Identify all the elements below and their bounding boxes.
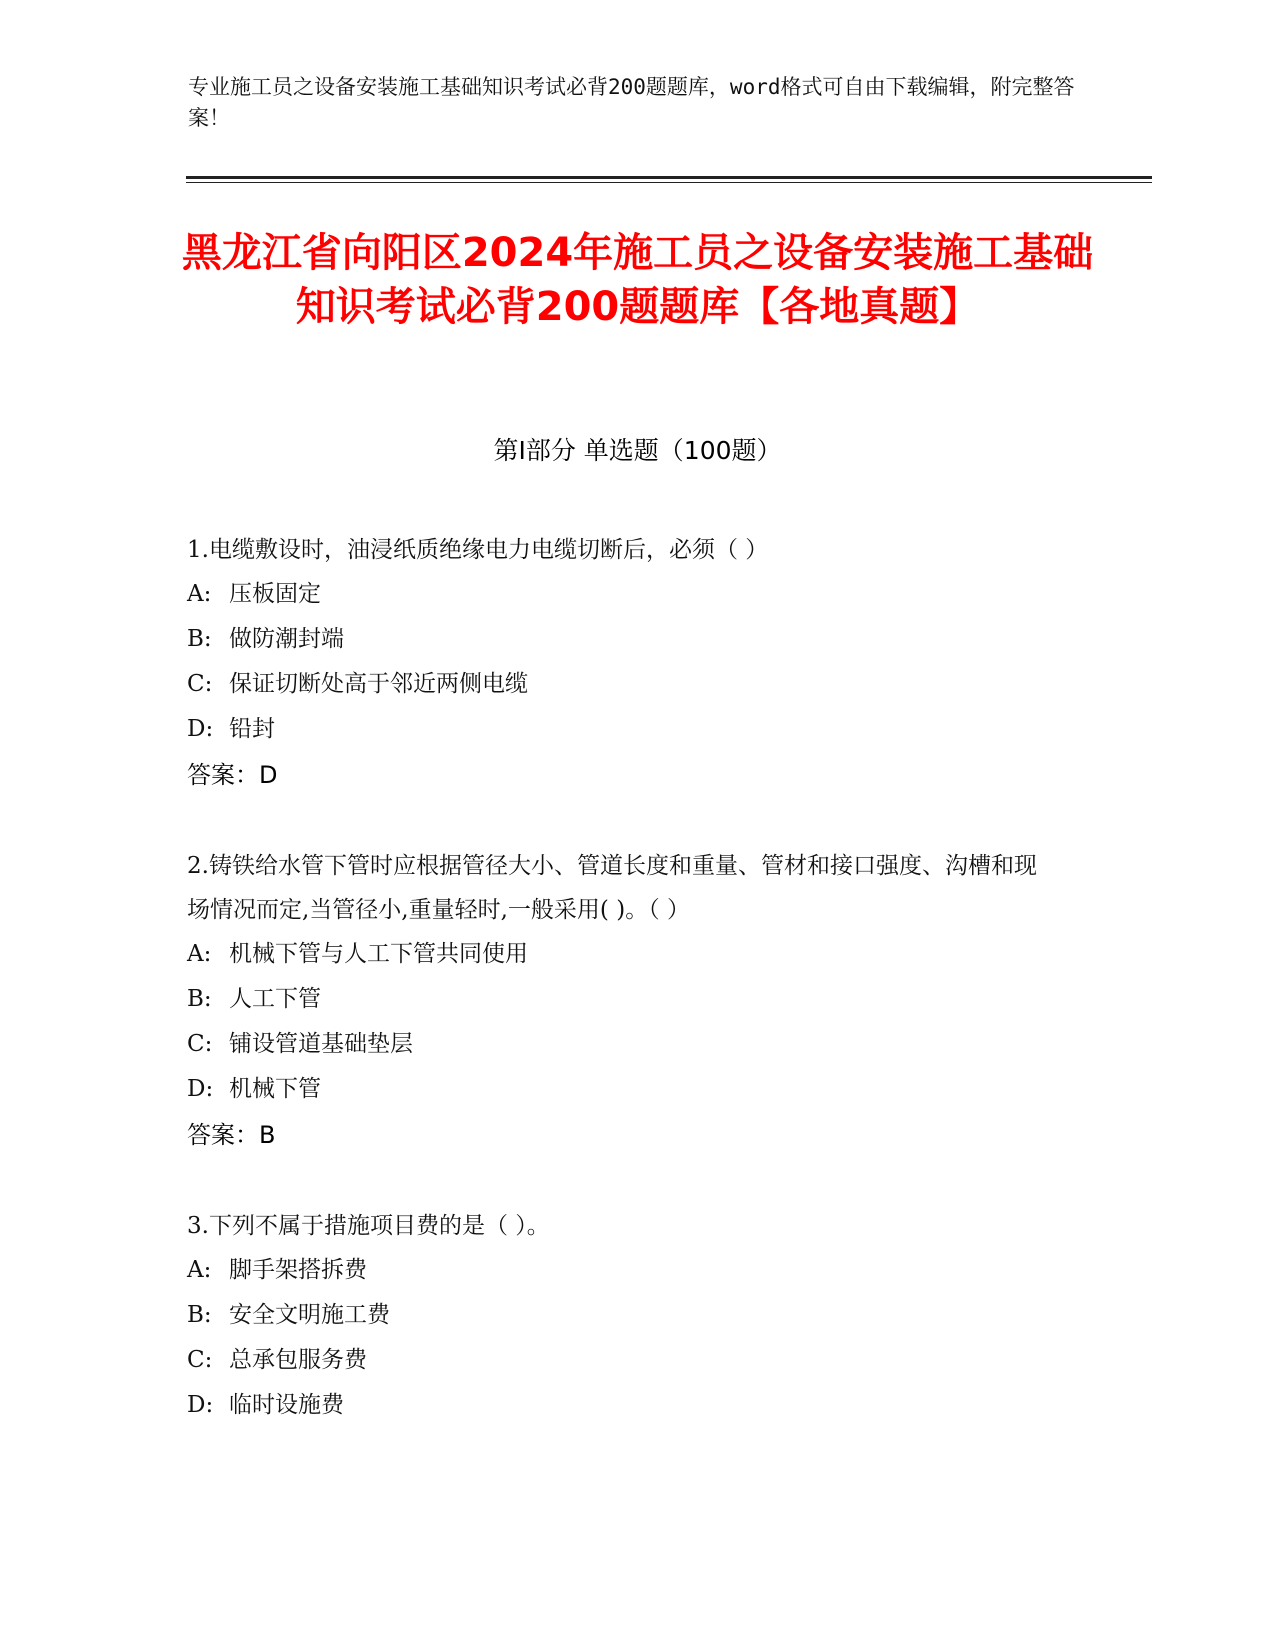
option-key: B: (187, 1302, 212, 1328)
answer-value: B (259, 1121, 276, 1149)
option-d (187, 1067, 1057, 1112)
option-text: 安全文明施工费 (229, 1302, 390, 1328)
question-3 (187, 1204, 1057, 1428)
option-text: 做防潮封端 (229, 626, 344, 652)
option-text: 保证切断处高于邻近两侧电缆 (229, 671, 528, 697)
answer-line (187, 1112, 1057, 1158)
option-b (187, 977, 1057, 1022)
option-key: C: (187, 671, 213, 697)
document-title: 黑龙江省向阳区2024年施工员之设备安装施工基础知识考试必背200题题库【各地真题】 (181, 230, 1094, 330)
option-key: C: (187, 1031, 213, 1057)
option-text: 机械下管与人工下管共同使用 (229, 941, 528, 967)
option-key: D: (187, 1392, 214, 1418)
option-b (187, 617, 1057, 662)
question-list (187, 528, 1057, 1474)
header-divider-thin (186, 182, 1152, 183)
option-key: B: (187, 626, 212, 652)
option-c (187, 1338, 1057, 1383)
option-text: 脚手架搭拆费 (229, 1257, 367, 1283)
option-text: 铅封 (229, 716, 275, 742)
option-key: A: (187, 1257, 212, 1283)
question-2 (187, 844, 1057, 1158)
option-a (187, 572, 1057, 617)
header-divider-thick (186, 176, 1152, 179)
option-key: A: (187, 581, 212, 607)
option-key: C: (187, 1347, 213, 1373)
option-key: B: (187, 986, 212, 1012)
option-b (187, 1293, 1057, 1338)
option-key: A: (187, 941, 212, 967)
header-note: 专业施工员之设备安装施工基础知识考试必背200题题库，word格式可自由下载编辑，附完整答案！ (188, 75, 1075, 130)
option-a (187, 1248, 1057, 1293)
option-d (187, 707, 1057, 752)
question-1 (187, 528, 1057, 798)
option-key: D: (187, 716, 214, 742)
answer-label: 答案： (187, 761, 259, 789)
question-stem: 1.电缆敷设时，油浸纸质绝缘电力电缆切断后，必须（ ） (187, 537, 769, 563)
option-text: 总承包服务费 (229, 1347, 367, 1373)
question-stem: 3.下列不属于措施项目费的是（ ）。 (187, 1213, 550, 1239)
option-key: D: (187, 1076, 214, 1102)
question-stem: 2.铸铁给水管下管时应根据管径大小、管道长度和重量、管材和接口强度、沟槽和现场情况而定,当管径小,重量轻时,一般采用( )。（ ） (187, 853, 1037, 923)
option-text: 压板固定 (229, 581, 321, 607)
answer-value: D (259, 761, 278, 789)
option-text: 人工下管 (229, 986, 321, 1012)
section-heading: 第Ⅰ部分 单选题（100题） (493, 436, 782, 465)
option-d (187, 1383, 1057, 1428)
option-c (187, 662, 1057, 707)
option-text: 铺设管道基础垫层 (229, 1031, 413, 1057)
option-a (187, 932, 1057, 977)
answer-line (187, 752, 1057, 798)
option-text: 机械下管 (229, 1076, 321, 1102)
option-text: 临时设施费 (229, 1392, 344, 1418)
answer-label: 答案： (187, 1121, 259, 1149)
option-c (187, 1022, 1057, 1067)
